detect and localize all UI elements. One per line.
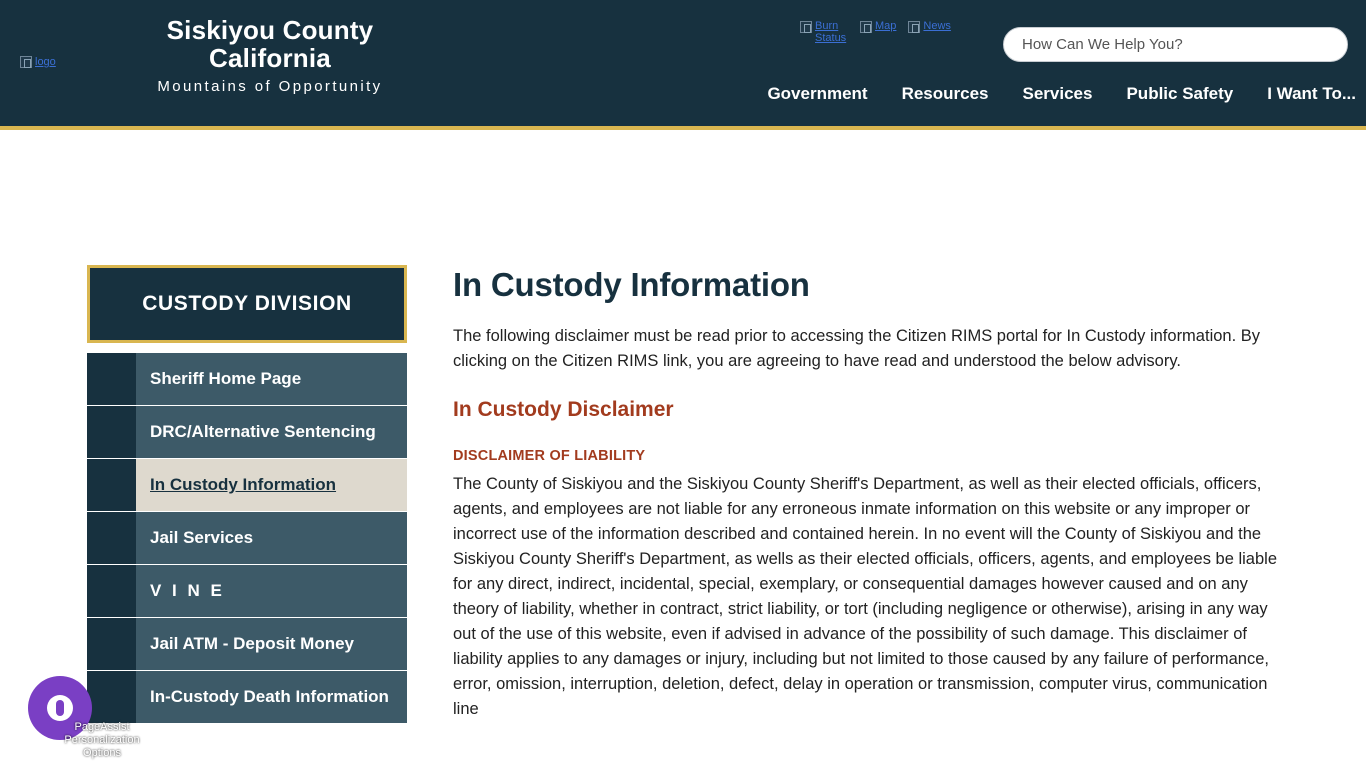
sidebar-item-sheriff-home-page[interactable] [87, 353, 407, 406]
nav-public-safety[interactable]: Public Safety [1126, 84, 1234, 103]
sidebar-item-label: DRC/Alternative Sentencing [136, 406, 407, 458]
pageassist-button[interactable] [28, 676, 92, 740]
pageassist-label-line2: Personalization [64, 734, 140, 746]
sidebar [87, 265, 407, 724]
site-header [0, 0, 1366, 130]
intro-paragraph: The following disclaimer must be read prior to accessing the Citizen RIMS portal for In Custody information. By clicking on the Citizen RIMS link, you are agreeing to have read and understood the below advisory. [453, 327, 1261, 370]
sidebar-item-label: In-Custody Death Information [136, 671, 407, 723]
nav-resources[interactable]: Resources [901, 84, 989, 103]
pageassist-label-line1: PageAssist [74, 721, 130, 733]
liability-heading: DISCLAIMER OF LIABILITY [453, 448, 646, 464]
search-input[interactable] [1020, 35, 1331, 54]
nav-i-want-to[interactable]: I Want To... [1267, 84, 1356, 103]
sidebar-bullet-icon [87, 671, 136, 723]
accessibility-icon [47, 695, 73, 721]
sidebar-item-jail-atm-deposit-money[interactable] [87, 618, 407, 671]
sidebar-item-in-custody-information[interactable] [87, 459, 407, 512]
burn-status-alt-text: Burn Status [815, 20, 847, 44]
page-title: In Custody Information [453, 266, 810, 303]
sidebar-heading: CUSTODY DIVISION [87, 265, 407, 343]
sidebar-bullet-icon [87, 618, 136, 670]
sidebar-menu [87, 353, 407, 724]
map-alt-text: Map [875, 20, 897, 32]
broken-image-icon [800, 21, 812, 33]
sidebar-bullet-icon [87, 565, 136, 617]
map-icon[interactable] [860, 20, 896, 33]
sidebar-item-vine[interactable] [87, 565, 407, 618]
sidebar-bullet-icon [87, 353, 136, 405]
broken-image-icon [908, 21, 920, 33]
site-title-block [110, 16, 430, 95]
news-alt-text: News [923, 20, 951, 32]
liability-paragraph: The County of Siskiyou and the Siskiyou County Sheriff's Department, as well as their elected officials, officers, agents, and employees are not liable for any erroneous inmate information on this website or any improper or incorrect use of the information described and contained herein. In no event will the County of Siskiyou and the Siskiyou County Sheriff's Department, as wells as their elected officials, officers, agents, and employees be liable for any direct, indirect, incidental, special, exemplary, or consequential damages however caused and on any theory of liability, whether in contract, strict liability, or tort (including negligence or otherwise), arising in any way out of the use of this website, even if advised in advance of the possibility of such damage. This disclaimer of liability applies to any damages or injury, including but not limited to those caused by any failure of performance, error, omission, interruption, deletion, defect, delay in operation or transmission, computer virus, communication line [453, 475, 1277, 718]
sidebar-item-label: Sheriff Home Page [136, 353, 407, 405]
nav-services[interactable]: Services [1022, 84, 1093, 103]
site-title-line2: California [209, 43, 331, 73]
sidebar-bullet-icon [87, 406, 136, 458]
site-title [110, 16, 430, 72]
sidebar-item-label: Jail Services [136, 512, 407, 564]
sidebar-item-in-custody-death-information[interactable] [87, 671, 407, 724]
sidebar-item-jail-services[interactable] [87, 512, 407, 565]
sidebar-bullet-icon [87, 459, 136, 511]
site-logo[interactable] [20, 56, 56, 68]
main-nav [767, 84, 1356, 104]
sidebar-item-drc-alternative-sentencing[interactable] [87, 406, 407, 459]
search-box[interactable] [1003, 27, 1348, 62]
disclaimer-heading: In Custody Disclaimer [453, 398, 674, 421]
broken-image-icon [20, 56, 32, 68]
burn-status-icon[interactable] [800, 20, 848, 44]
nav-government[interactable]: Government [767, 84, 868, 103]
header-icon-group [800, 20, 951, 44]
site-logo-alt-text: logo [35, 56, 56, 68]
news-icon[interactable] [908, 20, 951, 33]
broken-image-icon [860, 21, 872, 33]
main-content [453, 265, 1293, 739]
sidebar-bullet-icon [87, 512, 136, 564]
site-title-line1: Siskiyou County [166, 15, 374, 45]
site-tagline: Mountains of Opportunity [157, 78, 383, 95]
pageassist-label-line3: Options [83, 747, 121, 759]
sidebar-item-label: V I N E [136, 565, 407, 617]
sidebar-item-label: In Custody Information [136, 459, 407, 511]
sidebar-item-label: Jail ATM - Deposit Money [136, 618, 407, 670]
